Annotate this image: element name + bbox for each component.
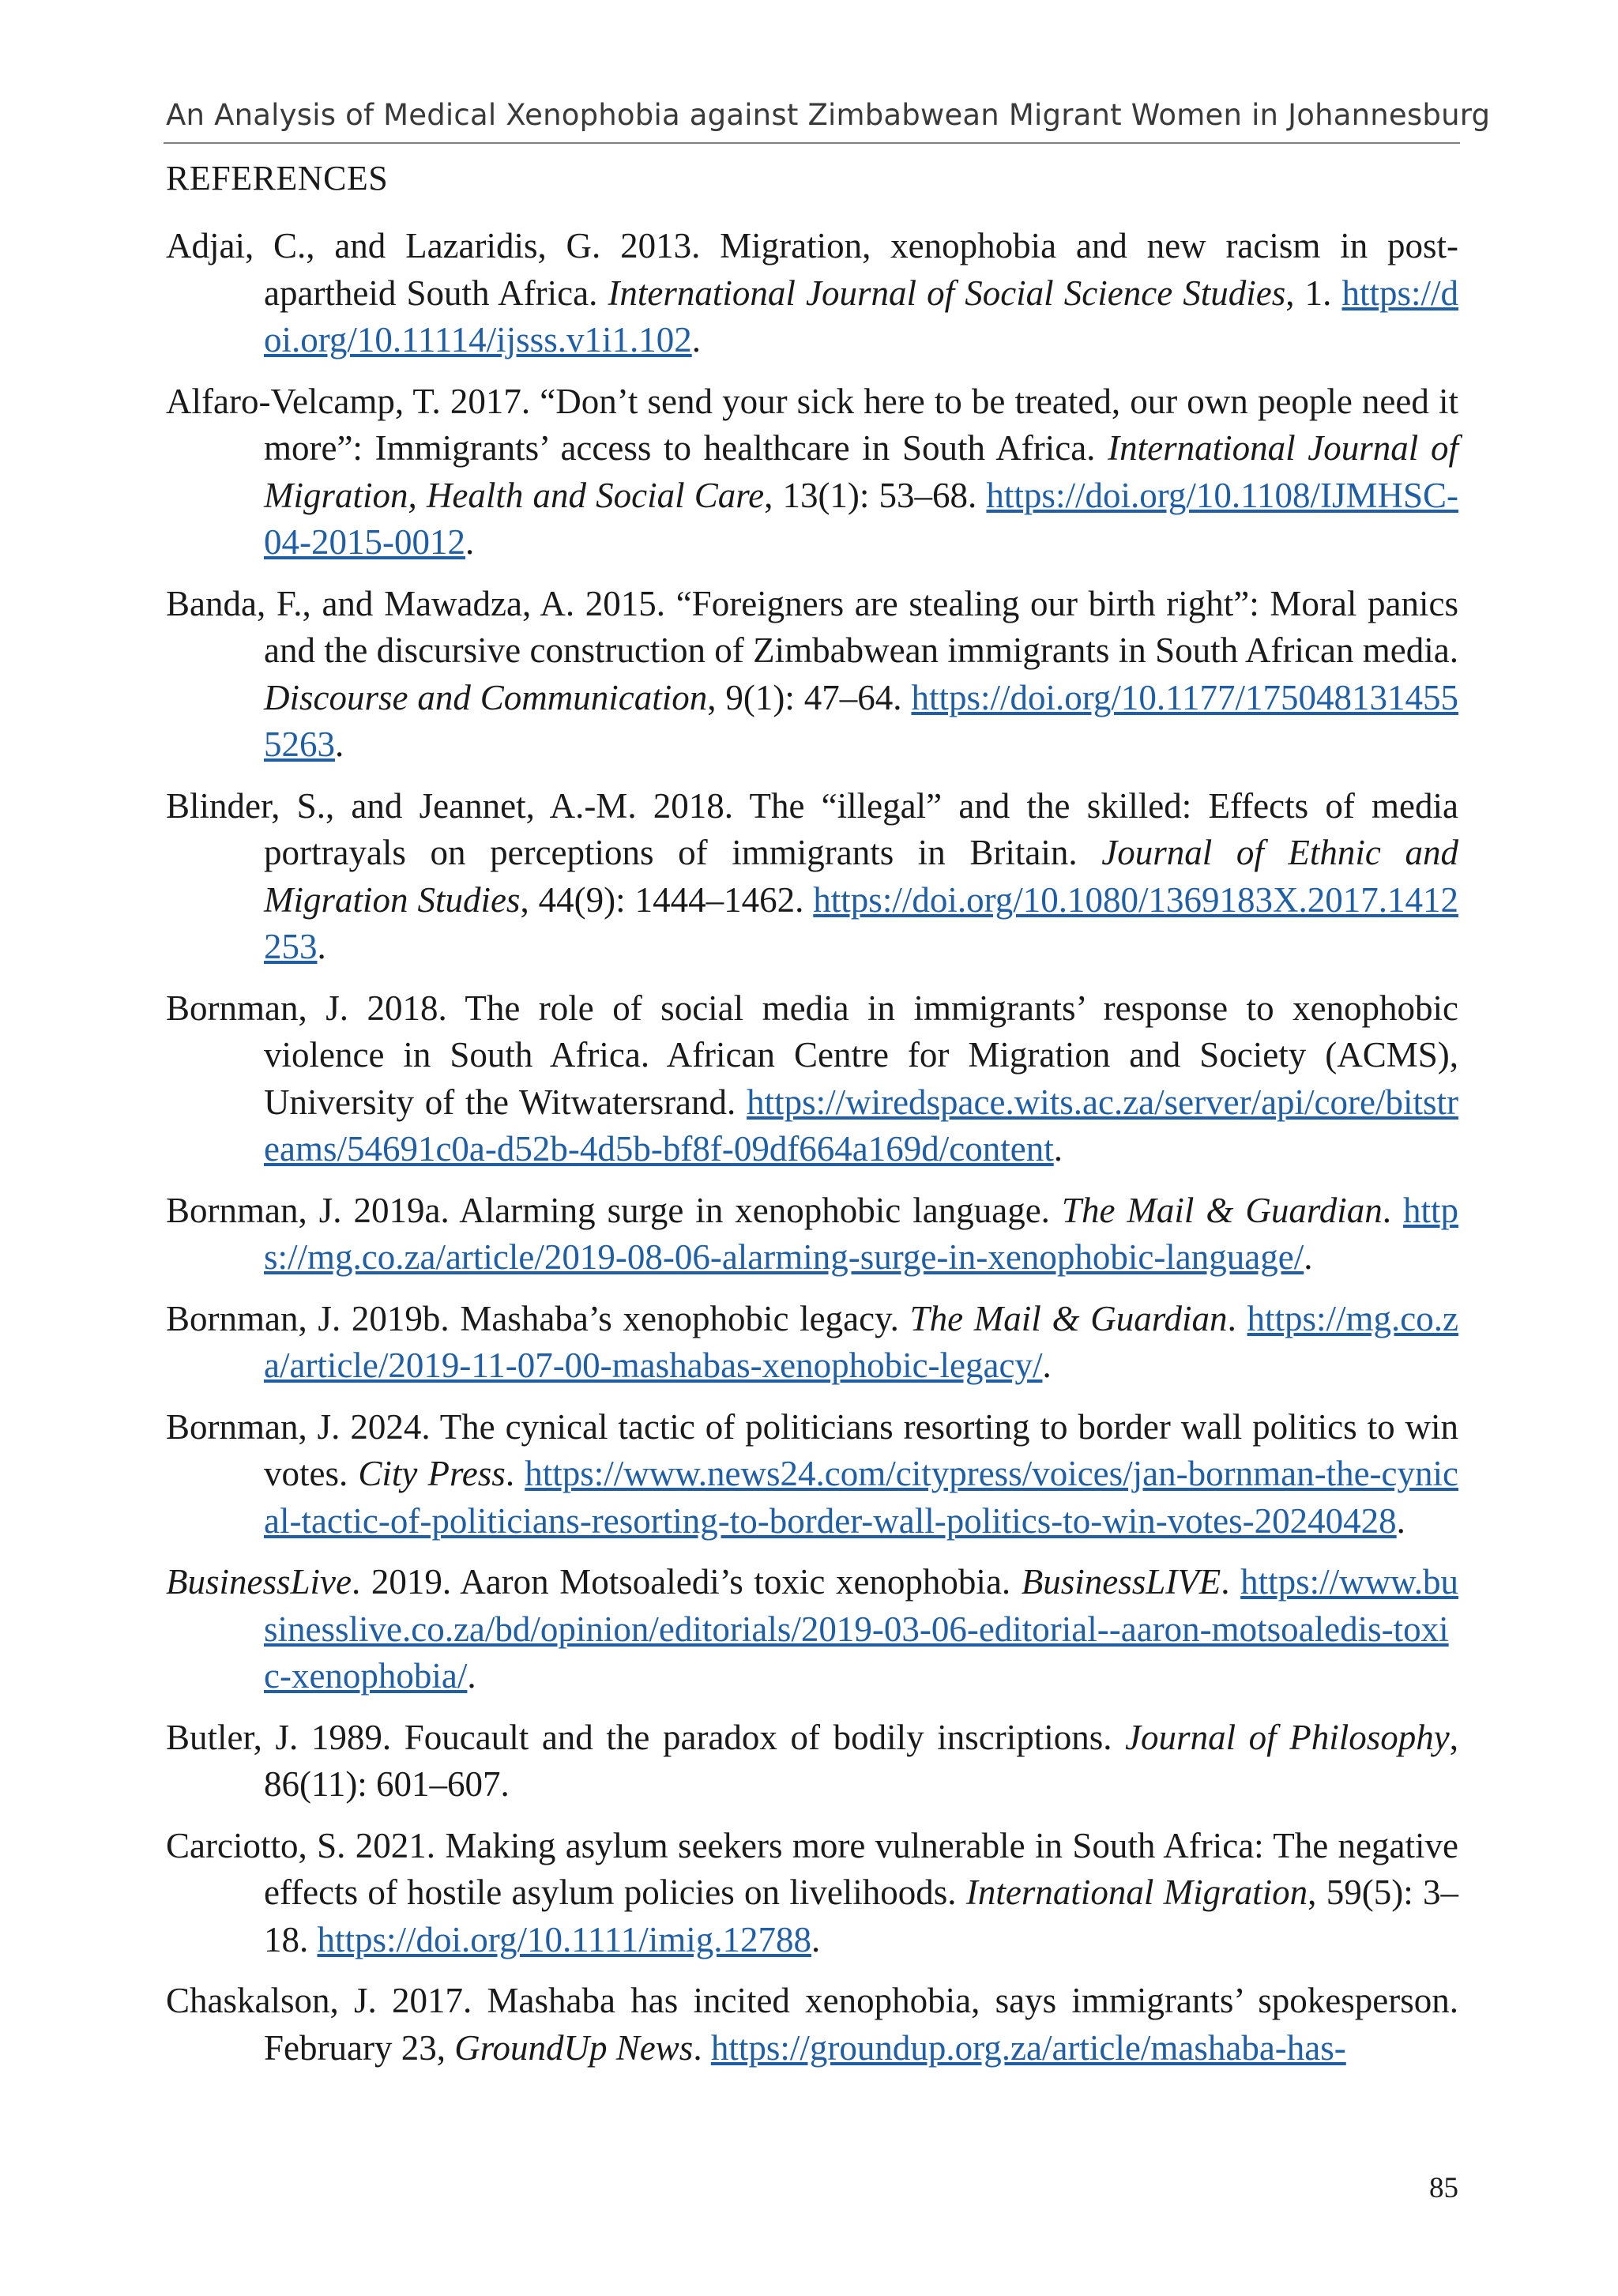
reference-text: Blinder, S., and Jeannet, A.-M. 2018. The “illegal” and the skilled: Effects of media portrayals on perceptions of immigrants in Britain. (166, 785, 1458, 872)
reference-text: Chaskalson, J. 2017. Mashaba has incited xenophobia, says immigrants’ spokesperson. February 23, (166, 1981, 1458, 2068)
reference-end-punctuation: . (1396, 1500, 1405, 1541)
reference-text: Bornman, J. 2019b. Mashaba’s xenophobic legacy. (166, 1298, 910, 1338)
reference-source-title: The Mail & Guardian (909, 1298, 1228, 1338)
reference-entry (166, 1296, 1458, 1390)
reference-link[interactable]: https://groundup.org.za/article/mashaba-has- (710, 2027, 1346, 2068)
reference-details: . (1227, 1298, 1247, 1338)
reference-details: , 13(1): 53–68. (764, 475, 987, 515)
reference-entry (166, 1188, 1458, 1282)
reference-text: Alfaro-Velcamp, T. 2017. “Don’t send your sick here to be treated, our own people need it more”: Immigrants’ access to healthcare in South Africa. (166, 381, 1458, 468)
reference-entry (166, 378, 1458, 566)
reference-entry (166, 581, 1458, 769)
reference-details: . (1382, 1190, 1403, 1230)
reference-end-punctuation: . (811, 1919, 821, 1959)
reference-text: Banda, F., and Mawadza, A. 2015. “Foreigners are stealing our birth right”: Moral panics and the discursive construction of Zimbabwean immigrants in South African media. (166, 583, 1458, 670)
reference-source-title: The Mail & Guardian (1061, 1190, 1383, 1230)
reference-details: , 44(9): 1444–1462. (520, 879, 814, 920)
reference-text: . 2019. Aaron Motsoaledi’s toxic xenophobia. (351, 1562, 1022, 1602)
reference-details: , 1. (1285, 273, 1342, 313)
reference-source-title: International Migration (965, 1873, 1308, 1912)
section-heading: REFERENCES (166, 159, 389, 198)
running-head: An Analysis of Medical Xenophobia against Zimbabwean Migrant Women in Johannesburg (166, 98, 1491, 132)
reference-details: , 59(5): 3–18. (264, 1873, 1458, 1959)
reference-source-title: BusinessLIVE (1021, 1562, 1221, 1602)
page-number: 85 (1429, 2172, 1458, 2204)
header-rule (164, 142, 1460, 144)
reference-text: Adjai, C., and Lazaridis, G. 2013. Migration, xenophobia and new racism in post-apartheid South Africa. (166, 226, 1458, 313)
reference-source-title: International Journal of Social Science Studies (608, 273, 1286, 313)
reference-end-punctuation: . (1042, 1346, 1052, 1385)
reference-link[interactable]: https://mg.co.za/article/2019-11-07-00-mashabas-xenophobic-legacy/ (264, 1298, 1458, 1385)
reference-entry (166, 1823, 1458, 1964)
reference-entry (166, 1714, 1458, 1809)
reference-text: Butler, J. 1989. Foucault and the paradox of bodily inscriptions. (166, 1717, 1126, 1757)
reference-link[interactable]: https://doi.org/10.1177/1750481314555263 (264, 677, 1458, 764)
reference-text: Carciotto, S. 2021. Making asylum seekers more vulnerable in South Africa: The negative effects of hostile asylum policies on livelihoods. (166, 1825, 1458, 1912)
reference-source-title: BusinessLive (166, 1562, 352, 1602)
reference-details: . (505, 1454, 525, 1493)
reference-end-punctuation: . (691, 320, 701, 359)
reference-link[interactable]: https://doi.org/10.11114/ijsss.v1i1.102 (264, 273, 1459, 359)
reference-link[interactable]: https://www.businesslive.co.za/bd/opinion/editorials/2019-03-06-editorial--aaron-motsoaledis-toxic-xenophobia/ (264, 1562, 1458, 1696)
reference-end-punctuation: . (335, 725, 344, 764)
reference-link[interactable]: https://mg.co.za/article/2019-08-06-alarming-surge-in-xenophobic-language/ (264, 1190, 1458, 1277)
reference-details: . (1221, 1562, 1241, 1602)
reference-text: Bornman, J. 2018. The role of social media in immigrants’ response to xenophobic violence in South Africa. African Centre for Migration and Society (ACMS), University of the Witwatersrand. (166, 988, 1458, 1122)
reference-link[interactable]: https://wiredspace.wits.ac.za/server/api/core/bitstreams/54691c0a-d52b-4d5b-bf8f-09df664a169d/content (264, 1082, 1458, 1169)
reference-end-punctuation: . (317, 927, 326, 966)
reference-source-title: Journal of Ethnic and Migration Studies (264, 833, 1458, 920)
reference-entry (166, 223, 1458, 364)
reference-list (166, 223, 1458, 2086)
reference-details: , 86(11): 601–607. (264, 1717, 1459, 1804)
reference-end-punctuation: . (467, 1656, 476, 1696)
reference-end-punctuation: . (465, 522, 475, 562)
reference-details: , 9(1): 47–64. (707, 677, 912, 717)
reference-entry (166, 783, 1458, 971)
reference-text: Bornman, J. 2019a. Alarming surge in xenophobic language. (166, 1190, 1062, 1230)
reference-details: . (693, 2027, 711, 2068)
reference-source-title: City Press (358, 1454, 506, 1493)
reference-link[interactable]: https://doi.org/10.1108/IJMHSC-04-2015-0012 (264, 475, 1458, 562)
reference-link[interactable]: https://doi.org/10.1080/1369183X.2017.1412253 (264, 879, 1458, 966)
reference-end-punctuation: . (1053, 1129, 1063, 1169)
reference-source-title: Discourse and Communication (264, 677, 708, 717)
reference-link[interactable]: https://www.news24.com/citypress/voices/jan-bornman-the-cynical-tactic-of-politicians-resorting-to-border-wall-politics-to-win-votes-20240428 (264, 1454, 1458, 1541)
reference-link[interactable]: https://doi.org/10.1111/imig.12788 (317, 1919, 811, 1959)
reference-entry (166, 1404, 1458, 1545)
reference-text: Bornman, J. 2024. The cynical tactic of politicians resorting to border wall politics to win votes. (166, 1406, 1458, 1493)
reference-end-punctuation: . (1304, 1237, 1313, 1277)
reference-entry (166, 985, 1458, 1173)
reference-entry (166, 1559, 1458, 1700)
reference-source-title: Journal of Philosophy (1125, 1717, 1450, 1757)
reference-source-title: GroundUp News (454, 2027, 694, 2068)
reference-entry (166, 1978, 1458, 2072)
reference-source-title: International Journal of Migration, Health and Social Care (264, 428, 1458, 515)
